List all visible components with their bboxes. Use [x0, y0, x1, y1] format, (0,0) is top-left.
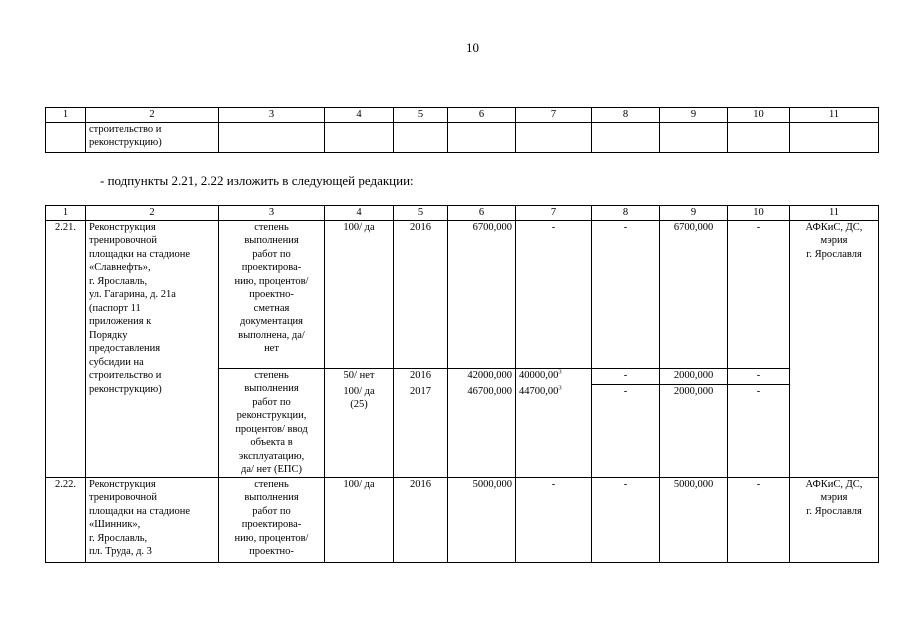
cell-col7 [516, 385, 592, 478]
column-number-row [46, 108, 879, 123]
col7-value: 44700,00 [519, 385, 559, 397]
cell-responsible: АФКиС, ДС, мэрия г. Ярославля [790, 220, 879, 477]
table-row [46, 122, 879, 152]
cell-col9: 5000,000 [660, 477, 728, 562]
continuation-table [45, 107, 879, 153]
col-number: 2 [86, 206, 219, 221]
footnote-mark: 3 [558, 384, 562, 391]
cell-total: 46700,000 [448, 385, 516, 478]
table-row [46, 477, 879, 562]
cell-value: 100/ да [325, 477, 394, 562]
cell-total: 42000,000 [448, 368, 516, 385]
col-number: 8 [592, 206, 660, 221]
col-number: 4 [325, 206, 394, 221]
col-number: 3 [219, 108, 325, 123]
cell-col10: - [728, 368, 790, 385]
cell-indicator: степень выполнения работ по проектирова- нию, процентов/ проектно- [219, 477, 325, 562]
col-number: 5 [394, 206, 448, 221]
intro-text: - подпункты 2.21, 2.22 изложить в следующей редакции: [100, 173, 414, 188]
col-number: 1 [46, 108, 86, 123]
cell-col9: 2000,000 [660, 368, 728, 385]
col-number: 9 [660, 206, 728, 221]
cell-col10: - [728, 220, 790, 368]
col-number: 7 [516, 108, 592, 123]
col-number: 7 [516, 206, 592, 221]
col-number: 4 [325, 108, 394, 123]
page-number: 10 [466, 40, 479, 55]
col-number: 10 [728, 206, 790, 221]
table-row [46, 220, 879, 368]
col-number: 11 [790, 108, 879, 123]
col-number: 9 [660, 108, 728, 123]
col-number: 3 [219, 206, 325, 221]
col-number: 6 [448, 206, 516, 221]
cell-col10: - [728, 385, 790, 478]
cell-col9: 6700,000 [660, 220, 728, 368]
cell-col7 [516, 368, 592, 385]
col-number: 2 [86, 108, 219, 123]
column-number-row [46, 206, 879, 221]
cell-indicator: степень выполнения работ по реконструкции, процентов/ ввод объекта в эксплуатацию, да/ нет (ЕПС) [219, 368, 325, 477]
cell-year: 2016 [394, 368, 448, 385]
cell-name: строительство и реконструкцию) [86, 122, 219, 152]
col7-value: 40000,00 [519, 369, 559, 381]
cell-name: Реконструкция тренировочной площадки на стадионе «Славнефть», г. Ярославль, ул. Гагарина, д. 21а (паспорт 11 приложения к Порядку предоставления субсидии на строительство и реконструкцию) [86, 220, 219, 477]
main-table [45, 205, 879, 563]
cell-total: 6700,000 [448, 220, 516, 368]
cell-col7: - [516, 477, 592, 562]
col-number: 10 [728, 108, 790, 123]
cell-year: 2016 [394, 220, 448, 368]
col-number: 6 [448, 108, 516, 123]
cell-value: 100/ да [325, 220, 394, 368]
cell-item-number: 2.22. [46, 477, 86, 562]
col-number: 11 [790, 206, 879, 221]
cell-year: 2016 [394, 477, 448, 562]
cell-col7: - [516, 220, 592, 368]
col-number: 1 [46, 206, 86, 221]
cell-col8: - [592, 368, 660, 385]
cell-col8: - [592, 385, 660, 478]
cell-col10: - [728, 477, 790, 562]
cell-indicator: степень выполнения работ по проектирова- нию, процентов/ проектно- сметная документация выполнена, да/ нет [219, 220, 325, 368]
cell-col9: 2000,000 [660, 385, 728, 478]
col-number: 5 [394, 108, 448, 123]
cell-total: 5000,000 [448, 477, 516, 562]
col-number: 8 [592, 108, 660, 123]
cell-name: Реконструкция тренировочной площадки на стадионе «Шинник», г. Ярославль, пл. Труда, д. 3 [86, 477, 219, 562]
cell-col8: - [592, 477, 660, 562]
cell-item-number: 2.21. [46, 220, 86, 477]
cell-value: 50/ нет [325, 368, 394, 385]
cell-col8: - [592, 220, 660, 368]
cell-responsible: АФКиС, ДС, мэрия г. Ярославля [790, 477, 879, 562]
cell-year: 2017 [394, 385, 448, 478]
cell-value: 100/ да (25) [325, 385, 394, 478]
footnote-mark: 3 [558, 368, 562, 375]
